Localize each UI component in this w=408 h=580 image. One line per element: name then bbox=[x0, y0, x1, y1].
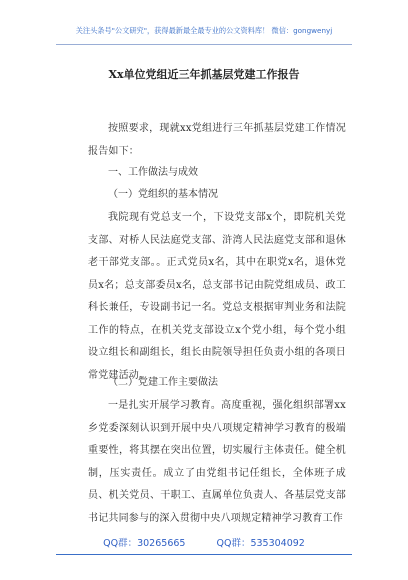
footer-qq-group-2: QQ群：535304092 bbox=[216, 538, 305, 549]
footer-contact bbox=[0, 535, 408, 549]
header-promo-banner: 关注头条号"公文研究"，获得最新最全最专业的公文资料库！ 微信：gongwenyj bbox=[75, 26, 333, 35]
body-paragraph-2: 一是扎实开展学习教育。高度重视，强化组织部署xx乡党委深刻认识到开展中央八项规定精神学习教育的极端重要性，将其摆在突出位置，切实履行主体责任。健全机制，压实责任。成立了由党组书记任组长，全体班子成员、机关党员、干职工、直属单位负责人、各基层党支部书记共同参与的深入贯彻中央八项规定精神学习教育工作 bbox=[88, 400, 346, 524]
footer-divider bbox=[56, 554, 352, 555]
subsection-heading-1: （一）党组织的基本情况 bbox=[108, 189, 218, 200]
body-paragraph-1: 我院现有党总支一个，下设党支部x个，即院机关党支部、对桥人民法庭党支部、浒湾人民法庭党支部和退休老干部党支部。。正式党员x名，其中在职党x名，退休党员x名；总支部委员x名，总支部书记由院党组成员、政工科长兼任，专设副书记一名。党总支根据审判业务和法院工作的特点，在机关党支部设立x个党小组，每个党小组设立组长和副组长，组长由院领导担任负责小组的各项日常党建活动。 bbox=[88, 212, 346, 381]
intro-paragraph: 按照要求，现就xx党组进行三年抓基层党建工作情况报告如下： bbox=[88, 123, 346, 157]
document-title: Xx单位党组近三年抓基层党建工作报告 bbox=[108, 68, 300, 81]
subsection-heading-2: （二）党建工作主要做法 bbox=[108, 377, 218, 388]
footer-qq-group-1: QQ群：30265665 bbox=[103, 538, 186, 549]
section-heading-1: 一、工作做法与成效 bbox=[108, 167, 198, 178]
header-divider bbox=[56, 44, 352, 45]
